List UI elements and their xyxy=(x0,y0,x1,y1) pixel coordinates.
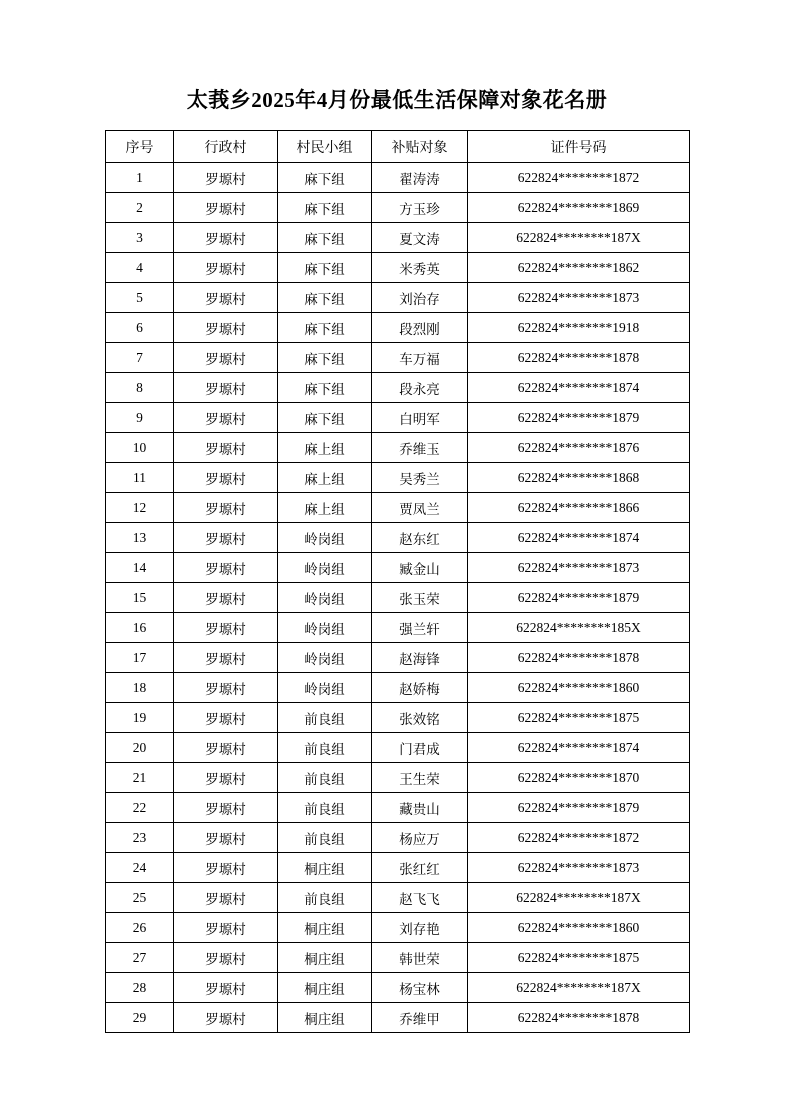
cell-id: 622824********1873 xyxy=(468,283,690,313)
cell-index: 13 xyxy=(106,523,174,553)
cell-village: 罗塬村 xyxy=(174,643,278,673)
cell-id: 622824********1868 xyxy=(468,463,690,493)
cell-village: 罗塬村 xyxy=(174,823,278,853)
table-row xyxy=(106,403,690,433)
table-row xyxy=(106,673,690,703)
cell-person: 杨宝林 xyxy=(372,973,468,1003)
cell-person: 韩世荣 xyxy=(372,943,468,973)
cell-group: 麻下组 xyxy=(278,403,372,433)
cell-person: 车万福 xyxy=(372,343,468,373)
cell-index: 27 xyxy=(106,943,174,973)
cell-village: 罗塬村 xyxy=(174,193,278,223)
cell-person: 臧金山 xyxy=(372,553,468,583)
table-row xyxy=(106,163,690,193)
cell-id: 622824********1862 xyxy=(468,253,690,283)
cell-village: 罗塬村 xyxy=(174,883,278,913)
cell-village: 罗塬村 xyxy=(174,913,278,943)
cell-index: 5 xyxy=(106,283,174,313)
cell-index: 22 xyxy=(106,793,174,823)
cell-index: 26 xyxy=(106,913,174,943)
cell-group: 麻下组 xyxy=(278,163,372,193)
cell-village: 罗塬村 xyxy=(174,313,278,343)
table-row xyxy=(106,703,690,733)
cell-village: 罗塬村 xyxy=(174,583,278,613)
cell-person: 刘存艳 xyxy=(372,913,468,943)
cell-village: 罗塬村 xyxy=(174,163,278,193)
cell-index: 7 xyxy=(106,343,174,373)
cell-id: 622824********1878 xyxy=(468,643,690,673)
column-header-index: 序号 xyxy=(106,131,174,163)
cell-village: 罗塬村 xyxy=(174,553,278,583)
table-row xyxy=(106,493,690,523)
cell-person: 乔维玉 xyxy=(372,433,468,463)
cell-person: 藏贵山 xyxy=(372,793,468,823)
cell-person: 翟涛涛 xyxy=(372,163,468,193)
roster-table-container xyxy=(0,130,794,1033)
cell-person: 赵海锋 xyxy=(372,643,468,673)
cell-village: 罗塬村 xyxy=(174,403,278,433)
cell-id: 622824********1873 xyxy=(468,553,690,583)
cell-group: 桐庄组 xyxy=(278,853,372,883)
cell-id: 622824********1876 xyxy=(468,433,690,463)
cell-index: 2 xyxy=(106,193,174,223)
cell-group: 桐庄组 xyxy=(278,973,372,1003)
table-header xyxy=(106,131,690,163)
table-row xyxy=(106,973,690,1003)
cell-village: 罗塬村 xyxy=(174,283,278,313)
cell-id: 622824********1866 xyxy=(468,493,690,523)
cell-person: 刘治存 xyxy=(372,283,468,313)
cell-id: 622824********187X xyxy=(468,223,690,253)
cell-id: 622824********1875 xyxy=(468,703,690,733)
table-row xyxy=(106,763,690,793)
cell-index: 9 xyxy=(106,403,174,433)
table-row xyxy=(106,193,690,223)
cell-id: 622824********1878 xyxy=(468,1003,690,1033)
table-row xyxy=(106,823,690,853)
cell-village: 罗塬村 xyxy=(174,523,278,553)
cell-group: 麻上组 xyxy=(278,433,372,463)
cell-person: 张红红 xyxy=(372,853,468,883)
cell-id: 622824********1860 xyxy=(468,673,690,703)
table-row xyxy=(106,283,690,313)
table-row xyxy=(106,583,690,613)
cell-index: 24 xyxy=(106,853,174,883)
cell-village: 罗塬村 xyxy=(174,253,278,283)
cell-index: 4 xyxy=(106,253,174,283)
cell-person: 赵娇梅 xyxy=(372,673,468,703)
cell-id: 622824********1870 xyxy=(468,763,690,793)
cell-id: 622824********187X xyxy=(468,973,690,1003)
cell-village: 罗塬村 xyxy=(174,973,278,1003)
table-row xyxy=(106,373,690,403)
cell-id: 622824********1874 xyxy=(468,373,690,403)
cell-group: 岭岗组 xyxy=(278,613,372,643)
table-body xyxy=(106,163,690,1033)
cell-group: 麻下组 xyxy=(278,253,372,283)
cell-group: 前良组 xyxy=(278,793,372,823)
cell-person: 赵东红 xyxy=(372,523,468,553)
cell-index: 15 xyxy=(106,583,174,613)
cell-index: 25 xyxy=(106,883,174,913)
cell-village: 罗塬村 xyxy=(174,223,278,253)
cell-id: 622824********1879 xyxy=(468,793,690,823)
cell-person: 张玉荣 xyxy=(372,583,468,613)
column-header-group: 村民小组 xyxy=(278,131,372,163)
cell-person: 王生荣 xyxy=(372,763,468,793)
cell-id: 622824********187X xyxy=(468,883,690,913)
cell-village: 罗塬村 xyxy=(174,673,278,703)
table-row xyxy=(106,553,690,583)
cell-village: 罗塬村 xyxy=(174,463,278,493)
cell-group: 前良组 xyxy=(278,703,372,733)
cell-index: 23 xyxy=(106,823,174,853)
cell-index: 8 xyxy=(106,373,174,403)
table-row xyxy=(106,883,690,913)
cell-index: 3 xyxy=(106,223,174,253)
cell-group: 桐庄组 xyxy=(278,1003,372,1033)
cell-group: 桐庄组 xyxy=(278,943,372,973)
table-row xyxy=(106,913,690,943)
cell-village: 罗塬村 xyxy=(174,733,278,763)
table-row xyxy=(106,853,690,883)
cell-group: 麻上组 xyxy=(278,493,372,523)
table-row xyxy=(106,943,690,973)
table-row xyxy=(106,523,690,553)
cell-id: 622824********1878 xyxy=(468,343,690,373)
cell-id: 622824********1869 xyxy=(468,193,690,223)
cell-group: 岭岗组 xyxy=(278,523,372,553)
cell-group: 麻下组 xyxy=(278,193,372,223)
column-header-person: 补贴对象 xyxy=(372,131,468,163)
cell-index: 1 xyxy=(106,163,174,193)
cell-index: 20 xyxy=(106,733,174,763)
cell-person: 夏文涛 xyxy=(372,223,468,253)
cell-village: 罗塬村 xyxy=(174,703,278,733)
table-row xyxy=(106,1003,690,1033)
cell-group: 前良组 xyxy=(278,763,372,793)
cell-index: 17 xyxy=(106,643,174,673)
table-row xyxy=(106,733,690,763)
cell-index: 16 xyxy=(106,613,174,643)
cell-person: 方玉珍 xyxy=(372,193,468,223)
table-row xyxy=(106,643,690,673)
cell-index: 12 xyxy=(106,493,174,523)
cell-id: 622824********1879 xyxy=(468,583,690,613)
column-header-id: 证件号码 xyxy=(468,131,690,163)
table-row xyxy=(106,223,690,253)
cell-index: 11 xyxy=(106,463,174,493)
cell-person: 段永亮 xyxy=(372,373,468,403)
cell-id: 622824********1860 xyxy=(468,913,690,943)
table-row xyxy=(106,613,690,643)
cell-id: 622824********1873 xyxy=(468,853,690,883)
cell-person: 赵飞飞 xyxy=(372,883,468,913)
cell-person: 强兰轩 xyxy=(372,613,468,643)
cell-person: 白明军 xyxy=(372,403,468,433)
roster-table xyxy=(105,130,690,1033)
cell-id: 622824********1879 xyxy=(468,403,690,433)
cell-village: 罗塬村 xyxy=(174,343,278,373)
cell-group: 麻下组 xyxy=(278,373,372,403)
page-title: 太莪乡2025年4月份最低生活保障对象花名册 xyxy=(186,88,608,112)
cell-group: 麻上组 xyxy=(278,463,372,493)
cell-group: 岭岗组 xyxy=(278,673,372,703)
table-row xyxy=(106,343,690,373)
cell-id: 622824********1874 xyxy=(468,733,690,763)
cell-id: 622824********1872 xyxy=(468,163,690,193)
cell-group: 前良组 xyxy=(278,823,372,853)
cell-person: 米秀英 xyxy=(372,253,468,283)
cell-index: 10 xyxy=(106,433,174,463)
cell-village: 罗塬村 xyxy=(174,493,278,523)
cell-index: 21 xyxy=(106,763,174,793)
cell-group: 麻下组 xyxy=(278,313,372,343)
cell-id: 622824********1918 xyxy=(468,313,690,343)
cell-index: 29 xyxy=(106,1003,174,1033)
cell-person: 段烈刚 xyxy=(372,313,468,343)
cell-person: 杨应万 xyxy=(372,823,468,853)
cell-index: 14 xyxy=(106,553,174,583)
cell-person: 门君成 xyxy=(372,733,468,763)
cell-id: 622824********185X xyxy=(468,613,690,643)
cell-village: 罗塬村 xyxy=(174,613,278,643)
cell-group: 岭岗组 xyxy=(278,583,372,613)
cell-village: 罗塬村 xyxy=(174,433,278,463)
cell-id: 622824********1875 xyxy=(468,943,690,973)
cell-group: 桐庄组 xyxy=(278,913,372,943)
cell-village: 罗塬村 xyxy=(174,853,278,883)
cell-index: 28 xyxy=(106,973,174,1003)
cell-person: 吴秀兰 xyxy=(372,463,468,493)
table-row xyxy=(106,793,690,823)
cell-village: 罗塬村 xyxy=(174,793,278,823)
cell-village: 罗塬村 xyxy=(174,943,278,973)
cell-group: 岭岗组 xyxy=(278,553,372,583)
cell-id: 622824********1874 xyxy=(468,523,690,553)
cell-person: 张效铭 xyxy=(372,703,468,733)
column-header-village: 行政村 xyxy=(174,131,278,163)
cell-village: 罗塬村 xyxy=(174,763,278,793)
cell-index: 19 xyxy=(106,703,174,733)
cell-index: 18 xyxy=(106,673,174,703)
table-row xyxy=(106,433,690,463)
cell-index: 6 xyxy=(106,313,174,343)
cell-group: 麻下组 xyxy=(278,343,372,373)
cell-person: 乔维甲 xyxy=(372,1003,468,1033)
cell-person: 贾凤兰 xyxy=(372,493,468,523)
table-row xyxy=(106,463,690,493)
table-header-row xyxy=(106,131,690,163)
cell-village: 罗塬村 xyxy=(174,373,278,403)
cell-id: 622824********1872 xyxy=(468,823,690,853)
cell-village: 罗塬村 xyxy=(174,1003,278,1033)
table-row xyxy=(106,313,690,343)
cell-group: 前良组 xyxy=(278,733,372,763)
cell-group: 麻下组 xyxy=(278,223,372,253)
cell-group: 岭岗组 xyxy=(278,643,372,673)
cell-group: 麻下组 xyxy=(278,283,372,313)
cell-group: 前良组 xyxy=(278,883,372,913)
table-row xyxy=(106,253,690,283)
